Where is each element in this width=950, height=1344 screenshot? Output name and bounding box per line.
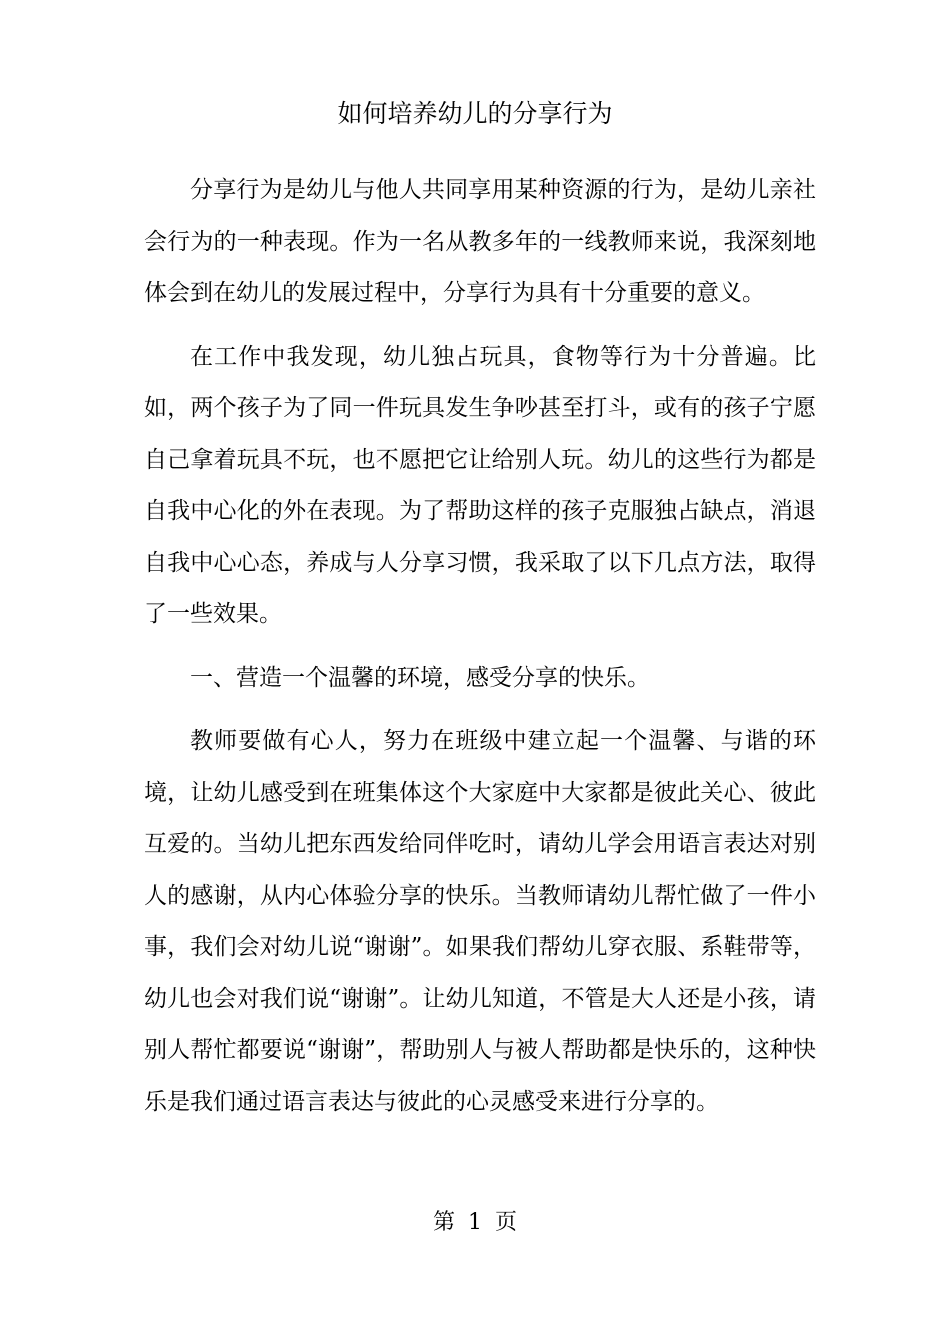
section-heading-1: 一、营造一个温馨的环境，感受分享的快乐。 xyxy=(190,664,650,691)
page-number: 第 1 页 xyxy=(433,1210,517,1235)
paragraph-intro: 分享行为是幼儿与他人共同享用某种资源的行为，是幼儿亲社会行为的一种表现。作为一名从教多年的一线教师来说，我深刻地体会到在幼儿的发展过程中，分享行为具有十分重要的意义。 xyxy=(144,177,816,306)
paragraph-observation: 在工作中我发现，幼儿独占玩具，食物等行为十分普遍。比如，两个孩子为了同一件玩具发生争吵甚至打斗，或有的孩子宁愿自己拿着玩具不玩，也不愿把它让给别人玩。幼儿的这些行为都是自我中心化的外在表现。为了帮助这样的孩子克服独占缺点，消退自我中心心态，养成与人分享习惯，我采取了以下几点方法，取得了一些效果。 xyxy=(144,343,816,627)
document-title: 如何培养幼儿的分享行为 xyxy=(337,99,613,128)
paragraph-section-1: 教师要做有心人，努力在班级中建立起一个温馨、与谐的环境，让幼儿感受到在班集体这个大家庭中大家都是彼此关心、彼此互爱的。当幼儿把东西发给同伴吃时，请幼儿学会用语言表达对别人的感谢，从内心体验分享的快乐。当教师请幼儿帮忙做了一件小事，我们会对幼儿说“谢谢”。如果我们帮幼儿穿衣服、系鞋带等，幼儿也会对我们说“谢谢”。让幼儿知道，不管是大人还是小孩，请别人帮忙都要说“谢谢”，帮助别人与被人帮助都是快乐的，这种快乐是我们通过语言表达与彼此的心灵感受来进行分享的。 xyxy=(144,728,816,1115)
document-body xyxy=(144,165,816,1140)
